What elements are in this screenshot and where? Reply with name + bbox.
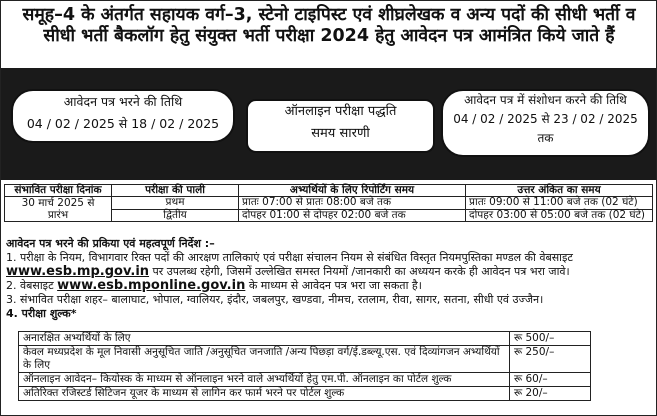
instruction-3: 3. संभावित परीक्षा शहर– बालाघाट, भोपाल, ग्वालियर, इंदौर, जबलपुर, खण्डवा, नीमच, रतलाम, रीवा, सागर, सतना, सीधी एवं उज्जैन। — [6, 293, 544, 306]
exam-date-cell — [5, 197, 112, 222]
fee-label: अतिरिक्त रजिस्टर्ड सिटिजन यूजर के माध्यम से लागिन कर फार्म भरने पर पोर्टल शुल्क — [19, 387, 510, 401]
schedule-header: उत्तर अंकित का समय — [466, 185, 653, 197]
fee-row — [19, 332, 591, 346]
schedule-header-row — [5, 185, 653, 197]
schedule-row — [5, 197, 653, 210]
correction-date-range: 04 / 02 / 2025 से 23 / 02 / 2025 — [453, 112, 638, 126]
answer-time-cell: दोपहर 03:00 से 05:00 बजे तक (02 घंटे) — [466, 209, 653, 222]
shift-cell: द्वितीय — [112, 209, 239, 222]
fee-amount: रू 20/– — [510, 387, 591, 401]
shift-cell: प्रथम — [112, 197, 239, 210]
reporting-time-cell: प्रातः 07:00 से प्रातः 08:00 बजे तक — [239, 197, 466, 210]
correction-date-suffix: तक — [537, 131, 554, 145]
fee-label: अनारक्षित अभ्यर्थियों के लिए — [19, 332, 510, 346]
exam-date: 30 मार्च 2025 से — [21, 197, 95, 209]
fee-amount: रू 500/– — [510, 332, 591, 346]
schedule-header: संभावित परीक्षा दिनांक — [5, 185, 112, 197]
instruction-2 — [6, 279, 651, 293]
instruction-2-text: के माध्यम से आवेदन पत्र भरा जा सकता है। — [245, 279, 422, 292]
exam-mode-label: ऑनलाइन परीक्षा पद्धति — [284, 104, 397, 119]
fee-row — [19, 387, 591, 401]
fee-table — [18, 331, 591, 401]
exam-schedule-table — [4, 184, 653, 222]
page-title: समूह–4 के अंतर्गत सहायक वर्ग–3, स्टेनो टाइपिस्ट एवं शीघ्रलेखक व अन्य पदों की सीधी भर्ती व सीधी भर्ती बैकलॉग हेतु संयुक्त भर्ती परीक्षा 2024 हेतु आवेदन पत्र आमंत्रित किये जाते हैं — [22, 5, 636, 46]
fee-row — [19, 373, 591, 387]
exam-mode-box — [246, 99, 435, 153]
application-date-range: 04 / 02 / 2025 से 18 / 02 / 2025 — [26, 116, 220, 131]
instructions-heading: आवेदन पत्र भरने की प्रकिया एवं महत्वपूर्ण निर्देश :– — [6, 237, 215, 250]
application-date-label: आवेदन पत्र भरने की तिथि — [63, 94, 183, 109]
exam-date-start: प्रारंभ — [47, 209, 69, 221]
reporting-time-cell: दोपहर 01:00 से दोपहर 02:00 बजे तक — [239, 209, 466, 222]
application-date-box — [11, 89, 235, 143]
instruction-4: 4. परीक्षा शुल्क* — [6, 307, 77, 320]
schedule-header: परीक्षा की पाली — [112, 185, 239, 197]
correction-date-label: आवेदन पत्र में संशोधन करने की तिथि — [464, 93, 627, 107]
instruction-2-prefix: 2. वेबसाइट — [6, 279, 58, 292]
instruction-1: 1. परीक्षा के नियम, विभागवार रिक्त पदों की आरक्षण तालिकाएं एवं परीक्षा संचालन नियम से संबंधित विस्तृत नियमपुस्तिका मण्डल की वेबसाइट — [6, 251, 573, 264]
instruction-1-cont — [6, 265, 651, 279]
schedule-header: अभ्यर्थियों के लिए रिपोर्टिंग समय — [239, 185, 466, 197]
fee-amount: रू 60/– — [510, 373, 591, 387]
instructions-section — [6, 237, 651, 321]
instruction-1-text: पर उपलब्ध रहेगी, जिसमें उल्लेखित समस्त नियमों /जानकारी का अध्ययन करके ही आवेदन पत्र भरा जावे। — [149, 265, 570, 278]
esb-website-link[interactable]: www.esb.mp.gov.in — [6, 264, 150, 279]
mponline-website-link[interactable]: www.esb.mponline.gov.in — [57, 278, 246, 293]
fee-label: ऑनलाइन आवेदन– कियोस्क के माध्यम से ऑनलाइन भरने वाले अभ्यर्थियों हेतु एम.पी. ऑनलाइन का पोर्टल शुल्क — [19, 373, 510, 387]
correction-date-box — [441, 89, 650, 157]
fee-amount: रू 250/– — [510, 346, 591, 373]
fee-row — [19, 346, 591, 373]
timetable-label: समय सारणी — [311, 126, 370, 141]
fee-label: केवल मध्यप्रदेश के मूल निवासी अनुसूचित जाति /अनुसूचित जनजाति /अन्य पिछड़ा वर्ग/ई.डब्ल्यू.एस. एवं दिव्यांगजन अभ्यर्थियों के लिए — [19, 346, 510, 373]
answer-time-cell: प्रातः 09:00 से 11:00 बजे तक (02 घंटे) — [466, 197, 653, 210]
